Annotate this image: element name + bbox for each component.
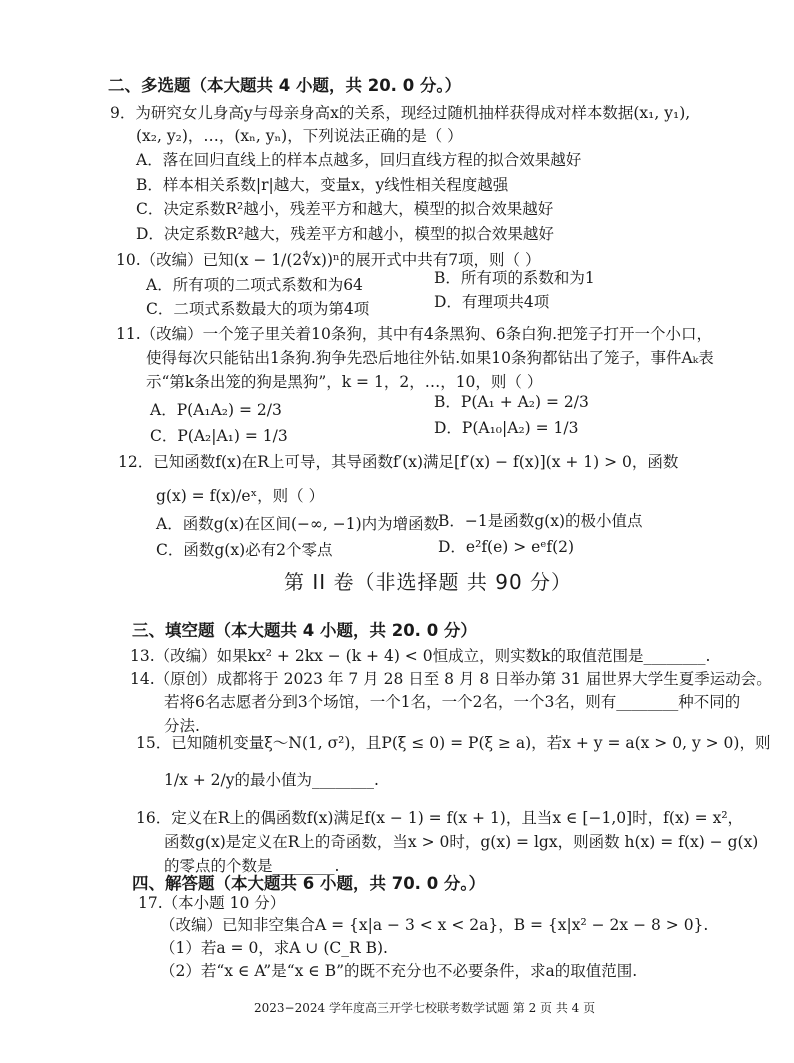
q14-stem-line1: 14.（原创）成都将于 2023 年 7 月 28 日至 8 月 8 日举办第 31 届世界大学生夏季运动会。 <box>130 670 772 688</box>
q12-stem-line1: 12．已知函数f(x)在R上可导，其导函数f′(x)满足[f′(x) − f(x)](x + 1) > 0，函数 <box>118 453 679 471</box>
q9-stem-line2: (x₂, y₂)，…，(xₙ, yₙ)，下列说法正确的是（ ） <box>136 127 463 145</box>
q10-option-c: C．二项式系数最大的项为第4项 <box>146 300 370 318</box>
q9-option-a: A．落在回归直线上的样本点越多，回归直线方程的拟合效果越好 <box>136 151 582 169</box>
q17-header: 17.（本小题 10 分） <box>138 894 286 912</box>
q11-stem-line1: 11.（改编）一个笼子里关着10条狗，其中有4条黑狗、6条白狗.把笼子打开一个小口， <box>116 325 713 343</box>
q11-option-d: D．P(A₁₀|A₂) = 1/3 <box>434 419 579 437</box>
q16-stem-line1: 16．定义在R上的偶函数f(x)满足f(x − 1) = f(x + 1)，且当x ∈ [−1,0]时，f(x) = x²， <box>136 809 744 827</box>
q15-stem-line2: 1/x + 2/y的最小值为________. <box>164 771 379 789</box>
section-4-title: 四、解答题（本大题共 6 小题，共 70. 0 分。） <box>132 874 486 893</box>
q17-stem: （改编）已知非空集合A = {x|a − 3 < x < 2a}，B = {x|x² − 2x − 8 > 0}. <box>160 916 709 934</box>
q13-stem: 13.（改编）如果kx² + 2kx − (k + 4) < 0恒成立，则实数k的取值范围是________. <box>130 647 711 665</box>
page-footer: 2023−2024 学年度高三开学七校联考数学试题 第 2 页 共 4 页 <box>254 1001 596 1015</box>
q12-option-b: B．−1是函数g(x)的极小值点 <box>438 512 643 530</box>
q17-part-1: （1）若a = 0，求A ∪ (C_R B). <box>160 939 388 957</box>
q11-option-c: C．P(A₂|A₁) = 1/3 <box>150 427 288 445</box>
part-2-title: 第 II 卷（非选择题 共 90 分） <box>284 570 573 594</box>
q10-stem: 10.（改编）已知(x − 1/(2∜x))ⁿ的展开式中共有7项，则（ ） <box>116 251 541 269</box>
q11-option-b: B．P(A₁ + A₂) = 2/3 <box>434 393 589 411</box>
q11-option-a: A．P(A₁A₂) = 2/3 <box>150 401 282 419</box>
q10-option-a: A．所有项的二项式系数和为64 <box>146 276 363 294</box>
q16-stem-line3: 的零点的个数是________. <box>164 857 340 875</box>
section-2-title: 二、多选题（本大题共 4 小题，共 20. 0 分。） <box>108 76 462 95</box>
q12-stem-line2: g(x) = f(x)/eˣ，则（ ） <box>156 487 325 505</box>
q9-option-b: B．样本相关系数|r|越大，变量x，y线性相关程度越强 <box>136 176 509 194</box>
q17-part-2: （2）若“x ∈ A”是“x ∈ B”的既不充分也不必要条件，求a的取值范围. <box>160 962 638 980</box>
q14-stem-line3: 分法. <box>164 717 200 735</box>
q12-option-c: C．函数g(x)必有2个零点 <box>156 541 333 559</box>
q11-stem-line2: 使得每次只能钻出1条狗.狗争先恐后地往外钻.如果10条狗都钻出了笼子，事件Aₖ表 <box>146 349 714 367</box>
q9-stem-line1: 9．为研究女儿身高y与母亲身高x的关系，现经过随机抽样获得成对样本数据(x₁, y₁), <box>110 104 691 122</box>
q9-option-d: D．决定系数R²越大，残差平方和越小，模型的拟合效果越好 <box>136 225 554 243</box>
section-3-title: 三、填空题（本大题共 4 小题，共 20. 0 分） <box>132 621 477 640</box>
q10-option-b: B．所有项的系数和为1 <box>434 269 595 287</box>
q15-stem-line1: 15．已知随机变量ξ～N(1, σ²)，且P(ξ ≤ 0) = P(ξ ≥ a)，若x + y = a(x > 0, y > 0)，则 <box>136 734 771 752</box>
q10-option-d: D．有理项共4项 <box>434 293 550 311</box>
q14-stem-line2: 若将6名志愿者分到3个场馆，一个1名，一个2名，一个3名，则有________种不同的 <box>164 693 741 711</box>
q16-stem-line2: 函数g(x)是定义在R上的奇函数，当x > 0时，g(x) = lgx，则函数 h(x) = f(x) − g(x) <box>164 833 759 851</box>
q9-option-c: C．决定系数R²越小，残差平方和越大，模型的拟合效果越好 <box>136 200 554 218</box>
q12-option-a: A．函数g(x)在区间(−∞, −1)内为增函数 <box>156 515 440 533</box>
q12-option-d: D．e²f(e) > eᵉf(2) <box>438 538 575 556</box>
q11-stem-line3: 示“第k条出笼的狗是黑狗”，k = 1，2，…，10，则（ ） <box>146 373 543 391</box>
